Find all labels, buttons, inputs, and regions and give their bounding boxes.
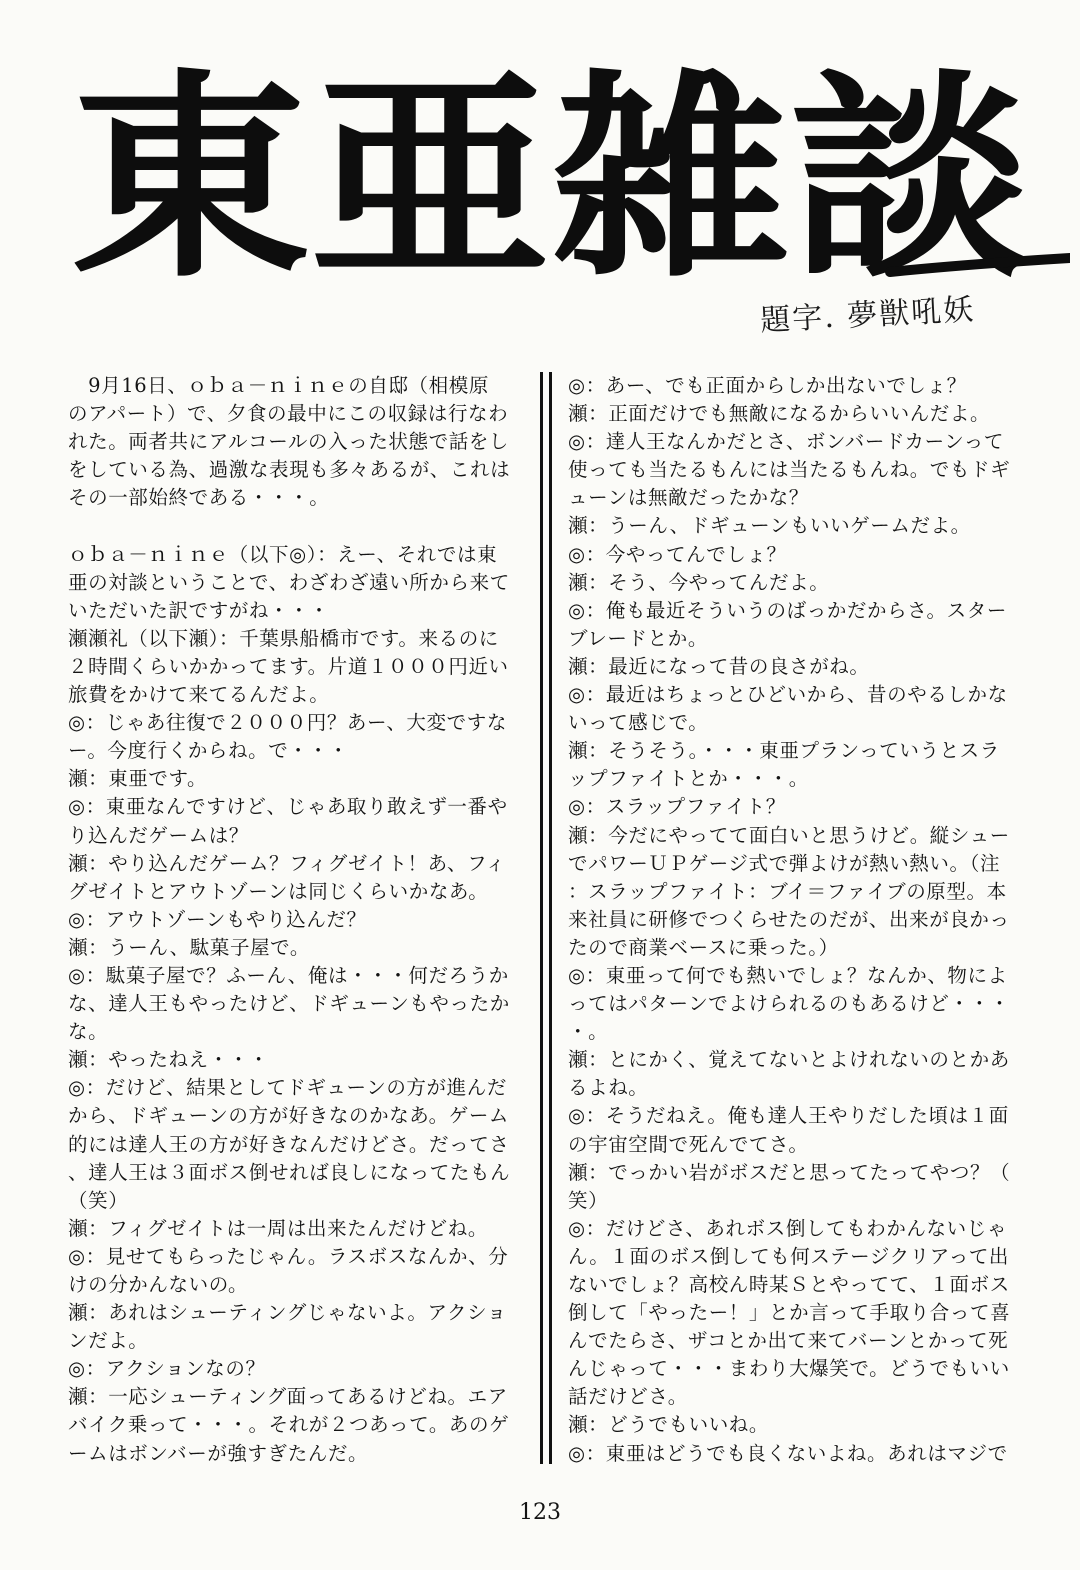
text-line: 瀬：東亜です。 — [68, 767, 208, 791]
text-line: 瀬：正面だけでも無敵になるからいいんだよ。 — [568, 402, 991, 426]
text-line: 来社員に研修でつくらせたのだが、出来が良かっ — [568, 907, 1010, 931]
text-line: ：スラップファイト：ブイ＝ファイブの原型。本 — [568, 879, 1007, 903]
text-line: ◎：東亜なんですけど、じゃあ取り敢えず一番や — [68, 795, 508, 819]
text-line: 瀬：一応シューティング面ってあるけどね。エア — [68, 1385, 508, 1409]
text-line: 瀬：そうそう。・・・東亜プランっていうとスラ — [568, 739, 1000, 763]
text-line: 瀬：今だにやってて面白いと思うけど。縦シュー — [568, 823, 1010, 847]
text-line: （笑） — [68, 1188, 129, 1212]
text-line: 笑） — [568, 1188, 609, 1212]
page-number: 123 — [519, 1500, 561, 1525]
text-line: から、ドギューンの方が好きなのかなあ。ゲーム — [68, 1104, 510, 1128]
right-text-column — [568, 372, 1030, 1468]
text-line: 亜の対談ということで、わざわざ遠い所から来て — [68, 570, 510, 594]
text-line: でパワーＵＰゲージ式で弾よけが熱い熱い。（注 — [568, 851, 1001, 875]
text-line: ◎：駄菓子屋で？ふーん、俺は・・・何だろうか — [68, 963, 509, 987]
text-line: 瀬：うーん、ドギューンもいいゲームだよ。 — [568, 514, 971, 538]
text-line: ◎：だけどさ、あれボス倒してもわかんないじゃ — [568, 1216, 1007, 1240]
text-line: ンだよ。 — [68, 1329, 149, 1353]
text-line: ームはボンバーが強すぎたんだ。 — [68, 1441, 369, 1465]
text-line: ◎：今やってんでしょ？ — [568, 542, 787, 566]
text-line: 話だけどさ。 — [568, 1385, 688, 1409]
text-line: いって感じで。 — [568, 711, 709, 735]
text-line: ん。１面のボス倒しても何ステージクリアって出 — [568, 1244, 1010, 1268]
text-line: ◎：東亜はどうでも良くないよね。あれはマジで — [568, 1441, 1008, 1465]
text-line: ｏｂａ－ｎｉｎｅ（以下◎）：えー、それでは東 — [68, 542, 498, 566]
text-line: ◎：俺も最近そういうのばっかだからさ。スター — [568, 598, 1007, 622]
page-title — [70, 50, 1070, 300]
text-line: 使っても当たるもんには当たるもんね。でもドギ — [568, 458, 1011, 482]
text-line: 瀬：最近になって昔の良さがね。 — [568, 654, 870, 678]
text-line: バイク乗って・・・。それが２つあって。あのゲ — [68, 1413, 510, 1437]
text-line: グゼイトとアウトゾーンは同じくらいかなあ。 — [68, 879, 489, 903]
text-line: 瀬：そう、今やってんだよ。 — [568, 570, 830, 594]
text-line: ◎：スラップファイト？ — [568, 795, 786, 819]
text-line: ◎：そうだねえ。俺も達人王やりだした頃は１面 — [568, 1104, 1009, 1128]
text-line: ブレードとか。 — [568, 626, 708, 650]
text-line: な、達人王もやったけど、ドギューンもやったか — [68, 992, 510, 1016]
text-line: 倒して「やったー！」とか言って手取り合って喜 — [568, 1301, 1011, 1325]
text-line: その一部始終である・・・。 — [68, 486, 330, 510]
text-line: ー。今度行くからね。で・・・ — [68, 739, 349, 763]
title-signature: 題字. 夢獣吼妖 — [759, 292, 977, 339]
column-divider-left — [540, 372, 543, 1464]
text-line: ◎：アウトゾーンもやり込んだ？ — [68, 907, 367, 931]
text-line: 的には達人王の方が好きなんだけどさ。だってさ — [68, 1132, 510, 1156]
text-line: 瀬瀬礼（以下瀬）：千葉県船橋市です。来るのに — [68, 626, 499, 650]
text-line: ◎：東亜って何でも熱いでしょ？なんか、物によ — [568, 963, 1008, 987]
text-line: んでたらさ、ザコとか出て来てバーンとかって死 — [568, 1329, 1009, 1353]
left-text-column — [68, 372, 530, 1468]
title-brush-text: 東亜雑談 — [70, 50, 1030, 300]
column-divider-right — [549, 372, 552, 1464]
text-line: 瀬：うーん、駄菓子屋で。 — [68, 935, 310, 959]
text-line: ◎：あー、でも正面からしか出ないでしょ？ — [568, 374, 967, 397]
text-line: ◎：アクションなの？ — [68, 1357, 266, 1381]
text-line: 、達人王は３面ボス倒せれば良しになってたもん — [68, 1160, 511, 1184]
text-line — [68, 512, 530, 540]
text-line: 9月16日、ｏｂａ－ｎｉｎｅの自邸（相模原 — [68, 374, 489, 397]
text-line: な。 — [68, 1020, 109, 1044]
text-line: けの分かんないの。 — [68, 1273, 249, 1296]
text-line: たので商業ベースに乗った。） — [568, 935, 839, 959]
text-line: の宇宙空間で死んでてさ。 — [568, 1132, 809, 1156]
text-line: いただいた訳ですがね・・・ — [68, 598, 330, 622]
text-line: ◎：見せてもらったじゃん。ラスボスなんか、分 — [68, 1244, 509, 1268]
text-line: 旅費をかけて来てるんだよ。 — [68, 683, 330, 707]
text-line: 瀬：あれはシューティングじゃないよ。アクショ — [68, 1301, 507, 1325]
text-line: 瀬：どうでもいいね。 — [568, 1413, 770, 1437]
text-line: り込んだゲームは？ — [68, 823, 249, 847]
text-line: ってはパターンでよけられるのもあるけど・・・ — [568, 992, 1010, 1016]
text-line: ューンは無敵だったかな？ — [568, 486, 809, 510]
text-line: 瀬：でっかい岩がボスだと思ってたってやつ？（ — [568, 1160, 1011, 1184]
text-line: ◎：最近はちょっとひどいから、昔のやるしかな — [568, 683, 1008, 707]
text-line: ２時間くらいかかってます。片道１０００円近い — [68, 654, 509, 678]
text-line: ないでしょ？高校ん時某Ｓとやってて、１面ボス — [568, 1273, 1010, 1296]
text-line: をしている為、過激な表現も多々あるが、これは — [68, 458, 511, 482]
text-line: 瀬：とにかく、覚えてないとよけれないのとかあ — [568, 1048, 1010, 1072]
text-line: ・。 — [568, 1020, 609, 1044]
text-line: ◎：じゃあ往復で２０００円？あー、大変ですな — [68, 711, 507, 735]
text-line: 瀬：やり込んだゲーム？フィグゼイト！あ、フィ — [68, 851, 506, 875]
text-line: 瀬：やったねえ・・・ — [68, 1048, 270, 1072]
text-line: 瀬：フィグゼイトは一周は出来たんだけどね。 — [68, 1216, 488, 1240]
text-line: んじゃって・・・まわり大爆笑で。どうでもいい — [568, 1357, 1010, 1381]
text-line: ◎：達人王なんかだとさ、ボンバードカーンって — [568, 430, 1005, 454]
text-line: ップファイトとか・・・。 — [568, 767, 809, 791]
text-line: れた。両者共にアルコールの入った状態で話をし — [68, 430, 510, 454]
text-line: ◎：だけど、結果としてドギューンの方が進んだ — [68, 1076, 507, 1100]
text-line: のアパート）で、夕食の最中にこの収録は行なわ — [68, 402, 509, 426]
text-line: るよね。 — [568, 1076, 649, 1100]
